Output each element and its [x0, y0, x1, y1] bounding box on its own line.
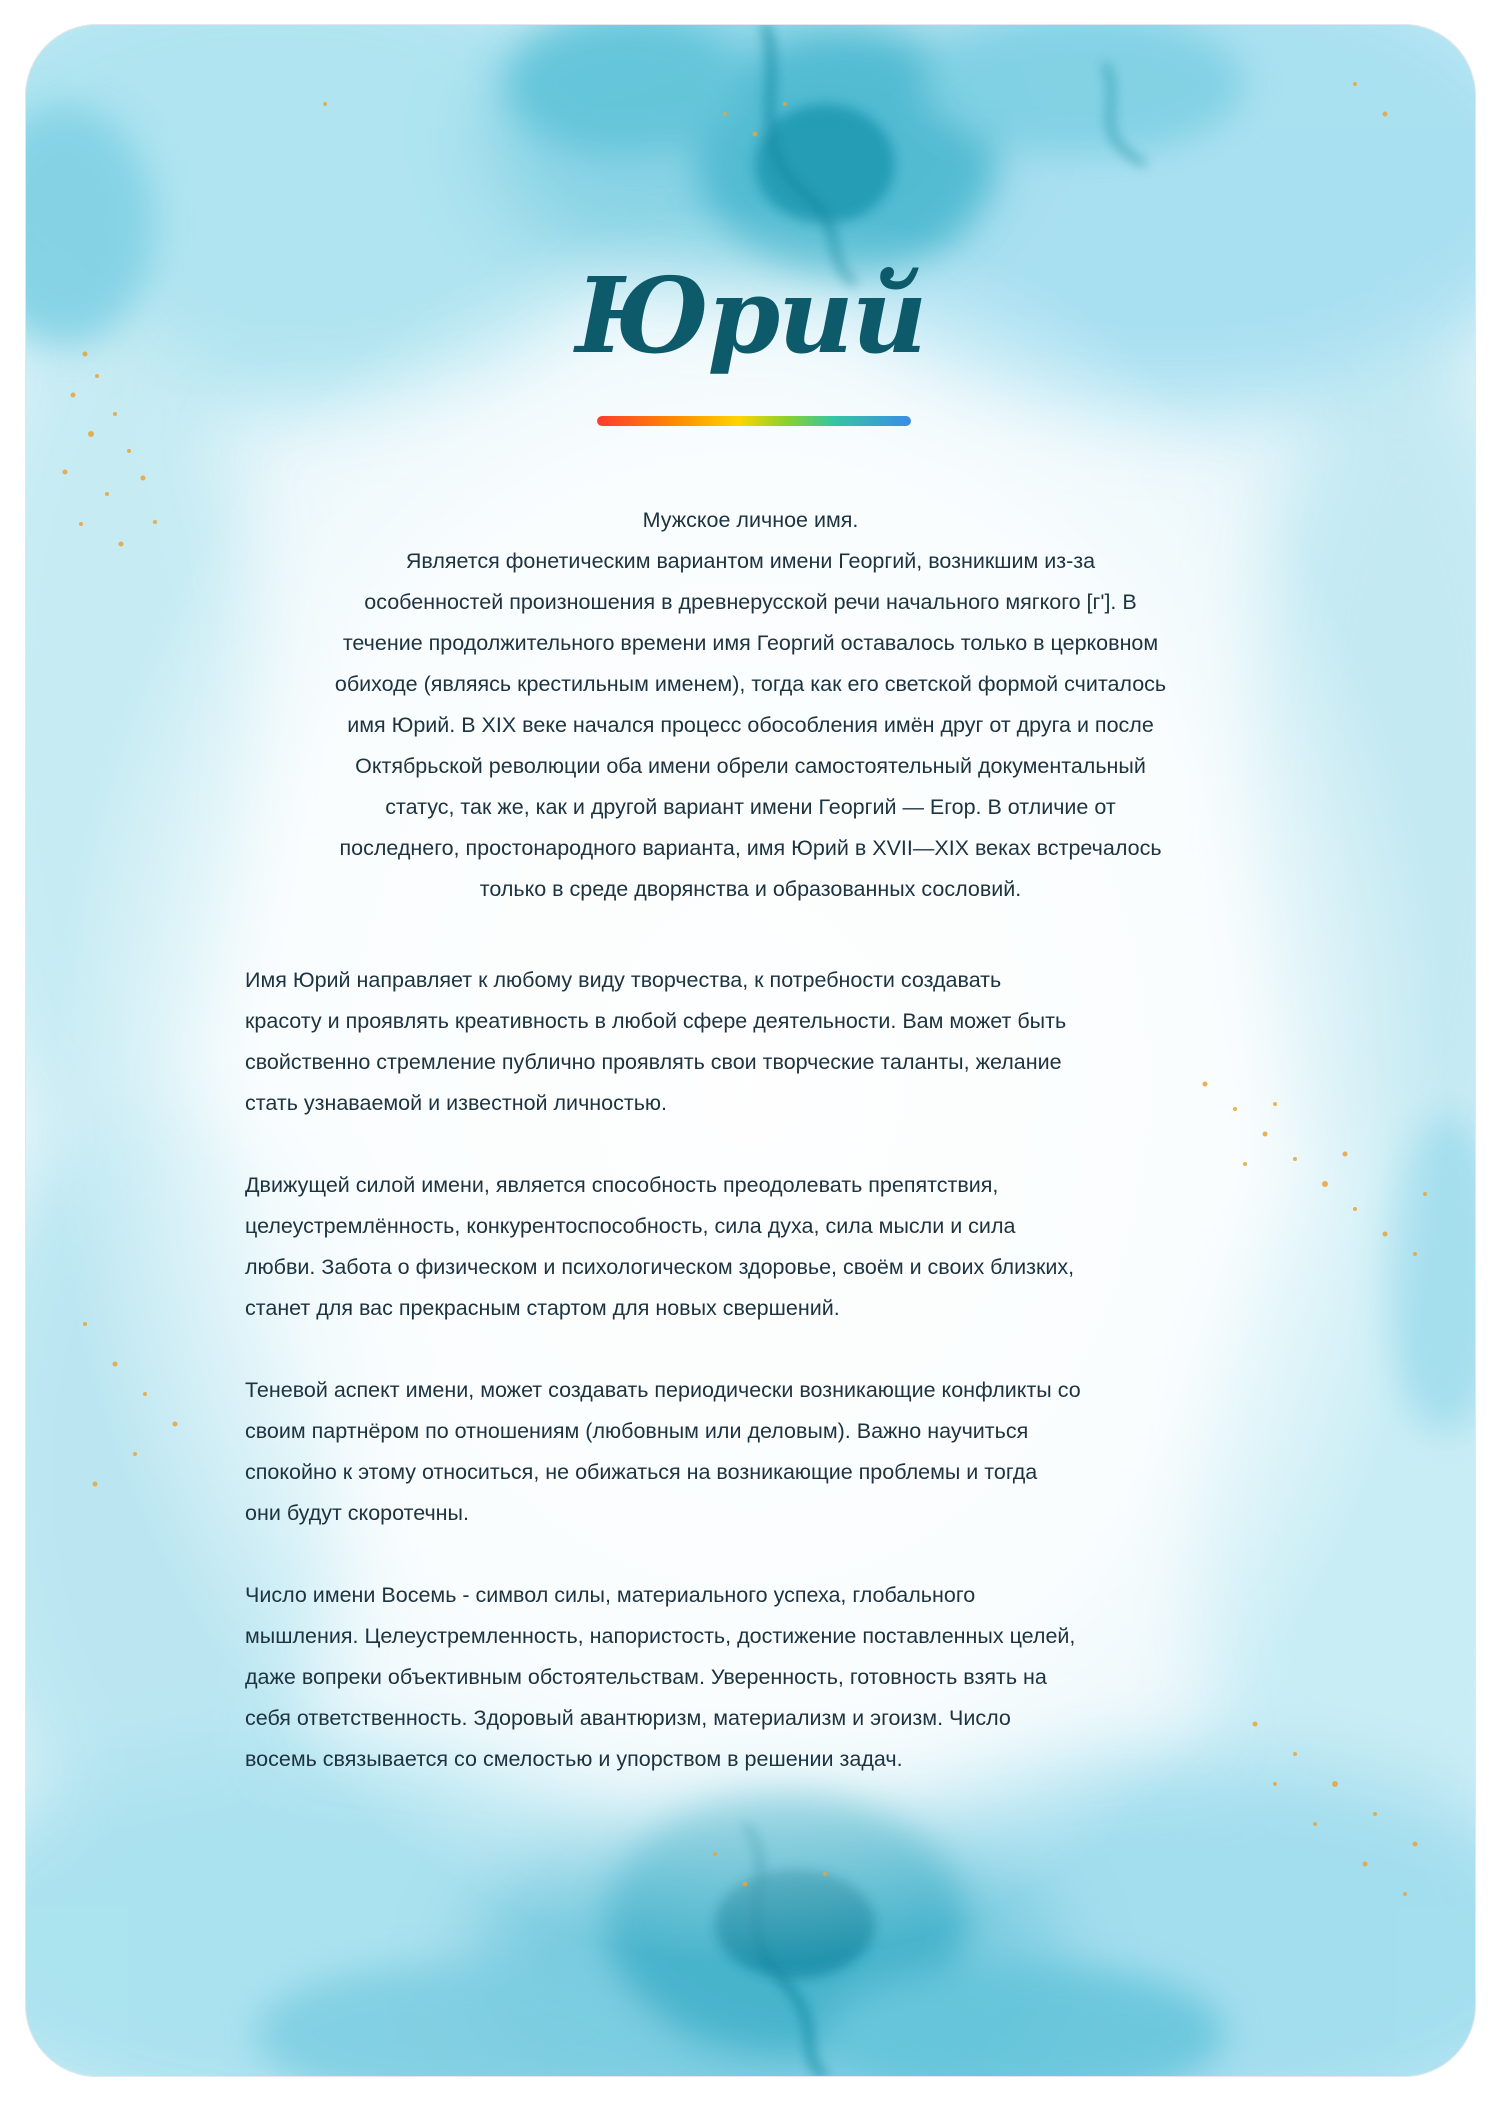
paragraph-line: Число имени Восемь - символ силы, материального успеха, глобального — [245, 1583, 976, 1607]
paragraph-line: восемь связывается со смелостью и упорством в решении задач. — [245, 1747, 903, 1771]
name-number-paragraph — [245, 1575, 1275, 1780]
paragraph-line: они будут скоротечны. — [245, 1501, 469, 1525]
paragraph-line: себя ответственность. Здоровый авантюризм, материализм и эгоизм. Число — [245, 1706, 1011, 1730]
paragraph-line: Имя Юрий направляет к любому виду творчества, к потребности создавать — [245, 968, 1002, 992]
paragraph-line: стать узнаваемой и известной личностью. — [245, 1091, 668, 1115]
intro-line: течение продолжительного времени имя Георгий оставалось только в церковном — [342, 631, 1159, 655]
intro-line: Октябрьской революции оба имени обрели самостоятельный документальный — [355, 754, 1146, 778]
intro-line: статус, так же, как и другой вариант имени Георгий — Егор. В отличие от — [385, 795, 1116, 819]
intro-line: последнего, простонародного варианта, имя Юрий в XVII—XIX веках встречалось — [339, 836, 1162, 860]
paragraph-line: даже вопреки объективным обстоятельствам. Уверенность, готовность взять на — [245, 1665, 1047, 1689]
paragraph-line: мышления. Целеустремленность, напористость, достижение поставленных целей, — [245, 1624, 1076, 1648]
paragraph-line: красоту и проявлять креативность в любой сфере деятельности. Вам может быть — [245, 1009, 1067, 1033]
paragraph-line: Движущей силой имени, является способность преодолевать препятствия, — [245, 1173, 999, 1197]
intro-line: Мужское личное имя. — [642, 508, 859, 532]
intro-line: Является фонетическим вариантом имени Георгий, возникшим из-за — [405, 549, 1096, 573]
name-card — [25, 24, 1476, 2077]
intro-line: особенностей произношения в древнерусской речи начального мягкого [г']. В — [364, 590, 1137, 614]
paragraph-line: станет для вас прекрасным стартом для новых свершений. — [245, 1296, 840, 1320]
card-content — [25, 24, 1476, 2077]
creativity-paragraph — [245, 960, 1275, 1124]
intro-paragraph — [235, 500, 1266, 910]
intro-line: только в среде дворянства и образованных сословий. — [479, 877, 1022, 901]
paragraph-line: целеустремлённость, конкурентоспособность, сила духа, сила мысли и сила — [245, 1214, 1016, 1238]
rainbow-divider — [597, 416, 911, 426]
intro-line: обиходе (являясь крестильным именем), тогда как его светской формой считалось — [334, 672, 1167, 696]
paragraph-line: Теневой аспект имени, может создавать периодически возникающие конфликты со — [245, 1378, 1081, 1402]
shadow-aspect-paragraph — [245, 1370, 1275, 1534]
driving-force-paragraph — [245, 1165, 1275, 1329]
intro-line: имя Юрий. В XIX веке начался процесс обособления имён друг от друга и после — [347, 713, 1154, 737]
paragraph-line: своим партнёром по отношениям (любовным или деловым). Важно научиться — [245, 1419, 1029, 1443]
paragraph-line: свойственно стремление публично проявлять свои творческие таланты, желание — [245, 1050, 1062, 1074]
paragraph-line: спокойно к этому относиться, не обижаться на возникающие проблемы и тогда — [245, 1460, 1038, 1484]
paragraph-line: любви. Забота о физическом и психологическом здоровье, своём и своих близких, — [245, 1255, 1075, 1279]
name-title: Юрий — [575, 254, 926, 377]
